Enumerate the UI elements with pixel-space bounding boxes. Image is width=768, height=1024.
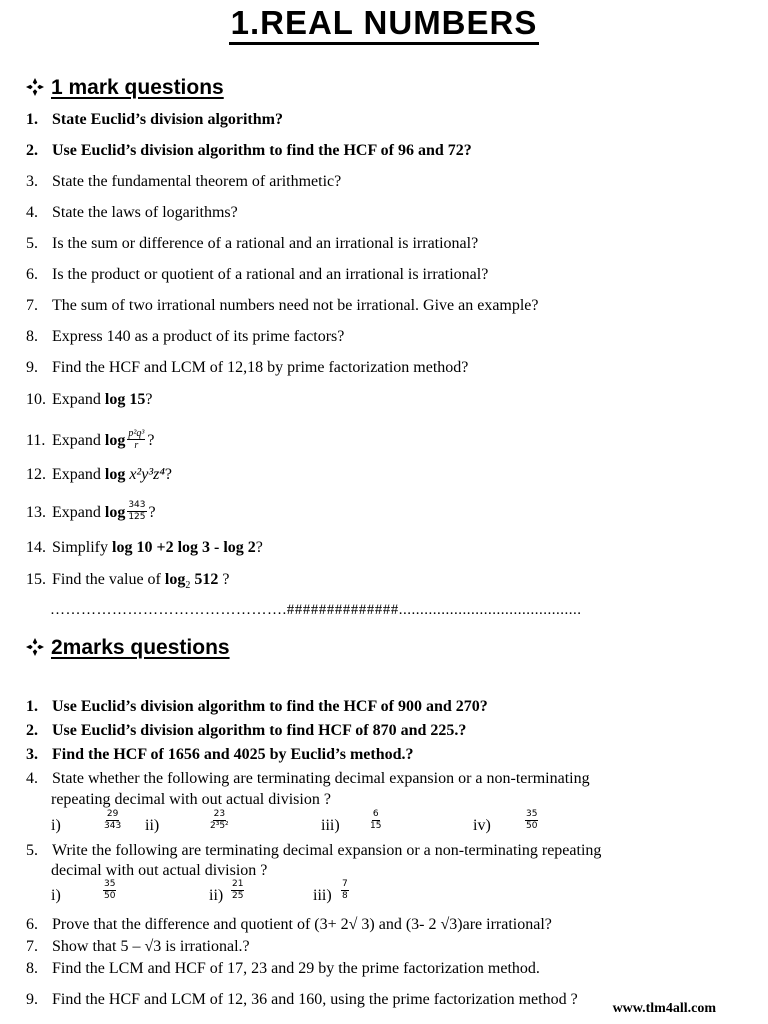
question-2-5-continuation: decimal with out actual division ? bbox=[51, 862, 268, 879]
separator-line: ……………………………………….##############........................................... bbox=[50, 602, 582, 618]
question-1-15: 15. Find the value of $\log_2 512$ ? bbox=[26, 571, 230, 592]
question-2-4: 4. State whether the following are terminating decimal expansion or a non-terminating bbox=[26, 770, 590, 787]
fraction: $\frac{35}{50}$ bbox=[526, 809, 538, 831]
question-1-14: 14. Simplify log 10 +2 log 3 - log 2? bbox=[26, 539, 263, 556]
question-2-9: 9. Find the HCF and LCM of 12, 36 and 160, using the prime factorization method ? bbox=[26, 991, 578, 1008]
question-1-13: 13. Expand log $\frac{343}{125}$ ? bbox=[26, 500, 156, 522]
fraction: $\frac{6}{15}$ bbox=[370, 809, 382, 831]
footer-website: www.tlm4all.com bbox=[612, 1001, 716, 1016]
question-2-4-continuation: repeating decimal with out actual division ? bbox=[51, 791, 331, 808]
fraction: $\frac{35}{50}$ bbox=[104, 879, 116, 901]
question-1-12: 12. Expand log x²y³z⁴? bbox=[26, 466, 173, 483]
question-2-1: 1. Use Euclid’s division algorithm to find the HCF of 900 and 270? bbox=[26, 698, 488, 715]
section-heading-1-mark: 1 mark questions bbox=[26, 76, 224, 100]
question-1-8: 8. Express 140 as a product of its prime factors? bbox=[26, 328, 345, 345]
fraction: $\frac{7}{8}$ bbox=[342, 879, 348, 901]
diamond-bullet-icon bbox=[26, 78, 44, 96]
fraction: $\frac{\text{p²q³}}{r}$ bbox=[128, 428, 145, 451]
question-2-5: 5. Write the following are terminating decimal expansion or a non-terminating repeating bbox=[26, 842, 602, 859]
question-2-7: 7. Show that 5 – √3 is irrational.? bbox=[26, 938, 250, 955]
page-title: 1.REAL NUMBERS bbox=[0, 4, 768, 42]
question-1-10: 10. Expand log 15? bbox=[26, 391, 153, 408]
fraction: $\frac{23}{\text{2³5²}}$ bbox=[210, 809, 229, 831]
question-1-6: 6. Is the product or quotient of a rational and an irrational is irrational? bbox=[26, 266, 489, 283]
question-2-8: 8. Find the LCM and HCF of 17, 23 and 29 by the prime factorization method. bbox=[26, 960, 540, 977]
question-1-9: 9. Find the HCF and LCM of 12,18 by prime factorization method? bbox=[26, 359, 469, 376]
question-1-5: 5. Is the sum or difference of a rational and an irrational is irrational? bbox=[26, 235, 479, 252]
question-1-11: 11. Expand log $\frac{\text{p²q³}}{r}$ ? bbox=[26, 428, 155, 451]
question-1-1: 1. State Euclid’s division algorithm? bbox=[26, 111, 283, 128]
question-2-6: 6. Prove that the difference and quotient of (3+ 2√ 3) and (3- 2 √3)are irrational? bbox=[26, 916, 552, 933]
section-heading-2-marks: 2marks questions bbox=[26, 636, 230, 660]
question-1-4: 4. State the laws of logarithms? bbox=[26, 204, 238, 221]
fraction: $\frac{21}{25}$ bbox=[232, 879, 244, 901]
question-1-7: 7. The sum of two irrational numbers need not be irrational. Give an example? bbox=[26, 297, 539, 314]
fraction: $\frac{29}{343}$ bbox=[104, 809, 122, 831]
question-2-2: 2. Use Euclid’s division algorithm to find HCF of 870 and 225.? bbox=[26, 722, 467, 739]
question-2-3: 3. Find the HCF of 1656 and 4025 by Euclid’s method.? bbox=[26, 746, 414, 763]
diamond-bullet-icon bbox=[26, 638, 44, 656]
question-1-2: 2. Use Euclid’s division algorithm to find the HCF of 96 and 72? bbox=[26, 142, 472, 159]
question-1-3: 3. State the fundamental theorem of arithmetic? bbox=[26, 173, 342, 190]
fraction: $\frac{343}{125}$ bbox=[128, 500, 146, 522]
